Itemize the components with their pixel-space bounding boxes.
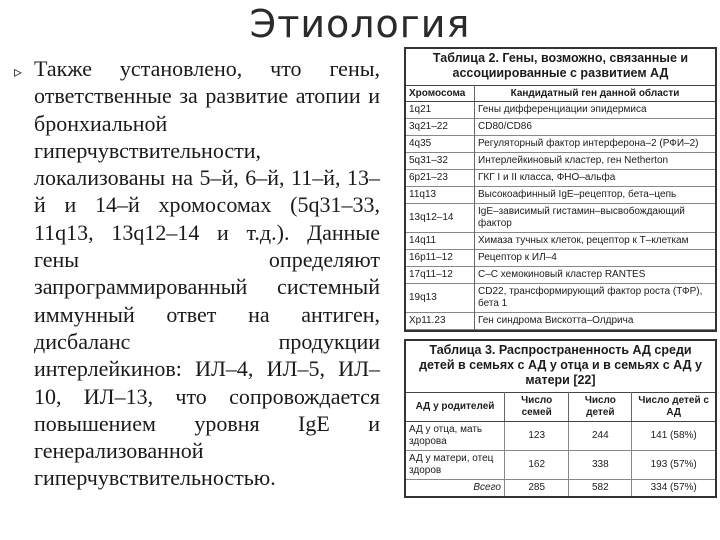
table-cell: 14q11	[406, 233, 475, 250]
table-cell: 162	[505, 451, 569, 480]
table-row	[406, 187, 715, 204]
table-cell: АД у отца, мать здорова	[406, 422, 505, 451]
table-2-grid	[406, 85, 715, 330]
table-3	[404, 339, 717, 498]
triangle-right-icon: ▹	[14, 62, 23, 81]
table-cell: 4q35	[406, 136, 475, 153]
table-cell: 16p11–12	[406, 250, 475, 267]
table-cell: 11q13	[406, 187, 475, 204]
table-3-header-row	[406, 393, 715, 422]
column-header: Кандидатный ген данной области	[475, 86, 716, 102]
table-cell: 17q11–12	[406, 267, 475, 284]
table-row	[406, 204, 715, 233]
table-cell: Всего	[406, 480, 505, 497]
table-cell: 1q21	[406, 102, 475, 119]
column-header: Число семей	[505, 393, 569, 422]
table-row	[406, 170, 715, 187]
table-row	[406, 451, 715, 480]
table-row	[406, 102, 715, 119]
table-3-grid	[406, 392, 715, 496]
table-row	[406, 250, 715, 267]
table-cell: Xp11.23	[406, 313, 475, 330]
table-cell: Гены дифференциации эпидермиса	[478, 104, 647, 115]
table-row	[406, 119, 715, 136]
tables-column	[404, 47, 717, 498]
table-cell: Регуляторный фактор интерферона–2 (РФИ–2)	[478, 138, 699, 149]
table-cell: 6p21–23	[406, 170, 475, 187]
table-cell: 285	[505, 480, 569, 497]
table-cell: 334 (57%)	[650, 482, 697, 493]
table-cell: 5q31–32	[406, 153, 475, 170]
table-2-header-row	[406, 86, 715, 102]
column-header: Хромосома	[406, 86, 475, 102]
column-header: Число детей	[569, 393, 632, 422]
table-cell: Ген синдрома Вискотта–Олдрича	[478, 315, 634, 326]
table-cell: Интерлейкиновый кластер, ген Netherton	[478, 155, 669, 166]
table-cell: 193 (57%)	[632, 451, 715, 480]
table-cell: 13q12–14	[406, 204, 475, 233]
table-cell: С–С хемокиновый кластер RANTES	[478, 269, 646, 280]
table-row	[406, 284, 715, 313]
table-cell: АД у матери, отец здоров	[406, 451, 505, 480]
column-header: АД у родителей	[406, 393, 505, 422]
table-row	[406, 422, 715, 451]
table-cell: CD22, трансформирующий фактор роста (ТФР), бета 1	[478, 286, 703, 309]
table-cell: Высокоафинный IgE–рецептор, бета–цепь	[478, 189, 677, 200]
table-cell: 582	[569, 480, 632, 497]
table-2-caption: Таблица 2. Гены, возможно, связанные и ассоциированные с развитием АД	[432, 51, 689, 80]
slide-title: Этиология	[249, 2, 471, 46]
table-cell: 3q21–22	[406, 119, 475, 136]
table-row	[406, 267, 715, 284]
table-row	[406, 233, 715, 250]
table-row	[406, 136, 715, 153]
column-header: Число детей с АД	[632, 393, 715, 422]
table-cell: 141 (58%)	[632, 422, 715, 451]
table-cell: 244	[569, 422, 632, 451]
table-cell: 338	[569, 451, 632, 480]
table-cell: CD80/CD86	[478, 121, 532, 132]
table-3-caption: Таблица 3. Распространенность АД среди детей в семьях с АД у отца и в семьях с АД у матери [22]	[419, 343, 702, 387]
body-paragraph: Также установлено, что гены, ответственные за развитие атопии и бронхиальной гиперчувствительности, локализованы на 5–й, 6–й, 11–й, 13–й и 14–й хромосомах (5q31–33, 11q13, 13q12–14 и т.д.). Данные гены определяют запрограммированный системный иммунный ответ на антиген, дисбаланс продукции интерлейкинов: ИЛ–4, ИЛ–5, ИЛ–10, ИЛ–13, что сопровождается повышением уровня IgE и генерализованной гиперчувствительностью.	[34, 56, 380, 491]
table-cell: IgE–зависимый гистамин–высвобождающий фактор	[478, 206, 685, 229]
table-cell: Рецептор к ИЛ–4	[478, 252, 557, 263]
table-row	[406, 480, 715, 497]
table-cell: 19q13	[406, 284, 475, 313]
table-cell: ГКГ I и II класса, ФНО–альфа	[478, 172, 616, 183]
table-cell: Химаза тучных клеток, рецептор к Т–клеткам	[478, 235, 689, 246]
table-2	[404, 47, 717, 332]
table-row	[406, 153, 715, 170]
table-cell: 123	[505, 422, 569, 451]
table-row	[406, 313, 715, 330]
